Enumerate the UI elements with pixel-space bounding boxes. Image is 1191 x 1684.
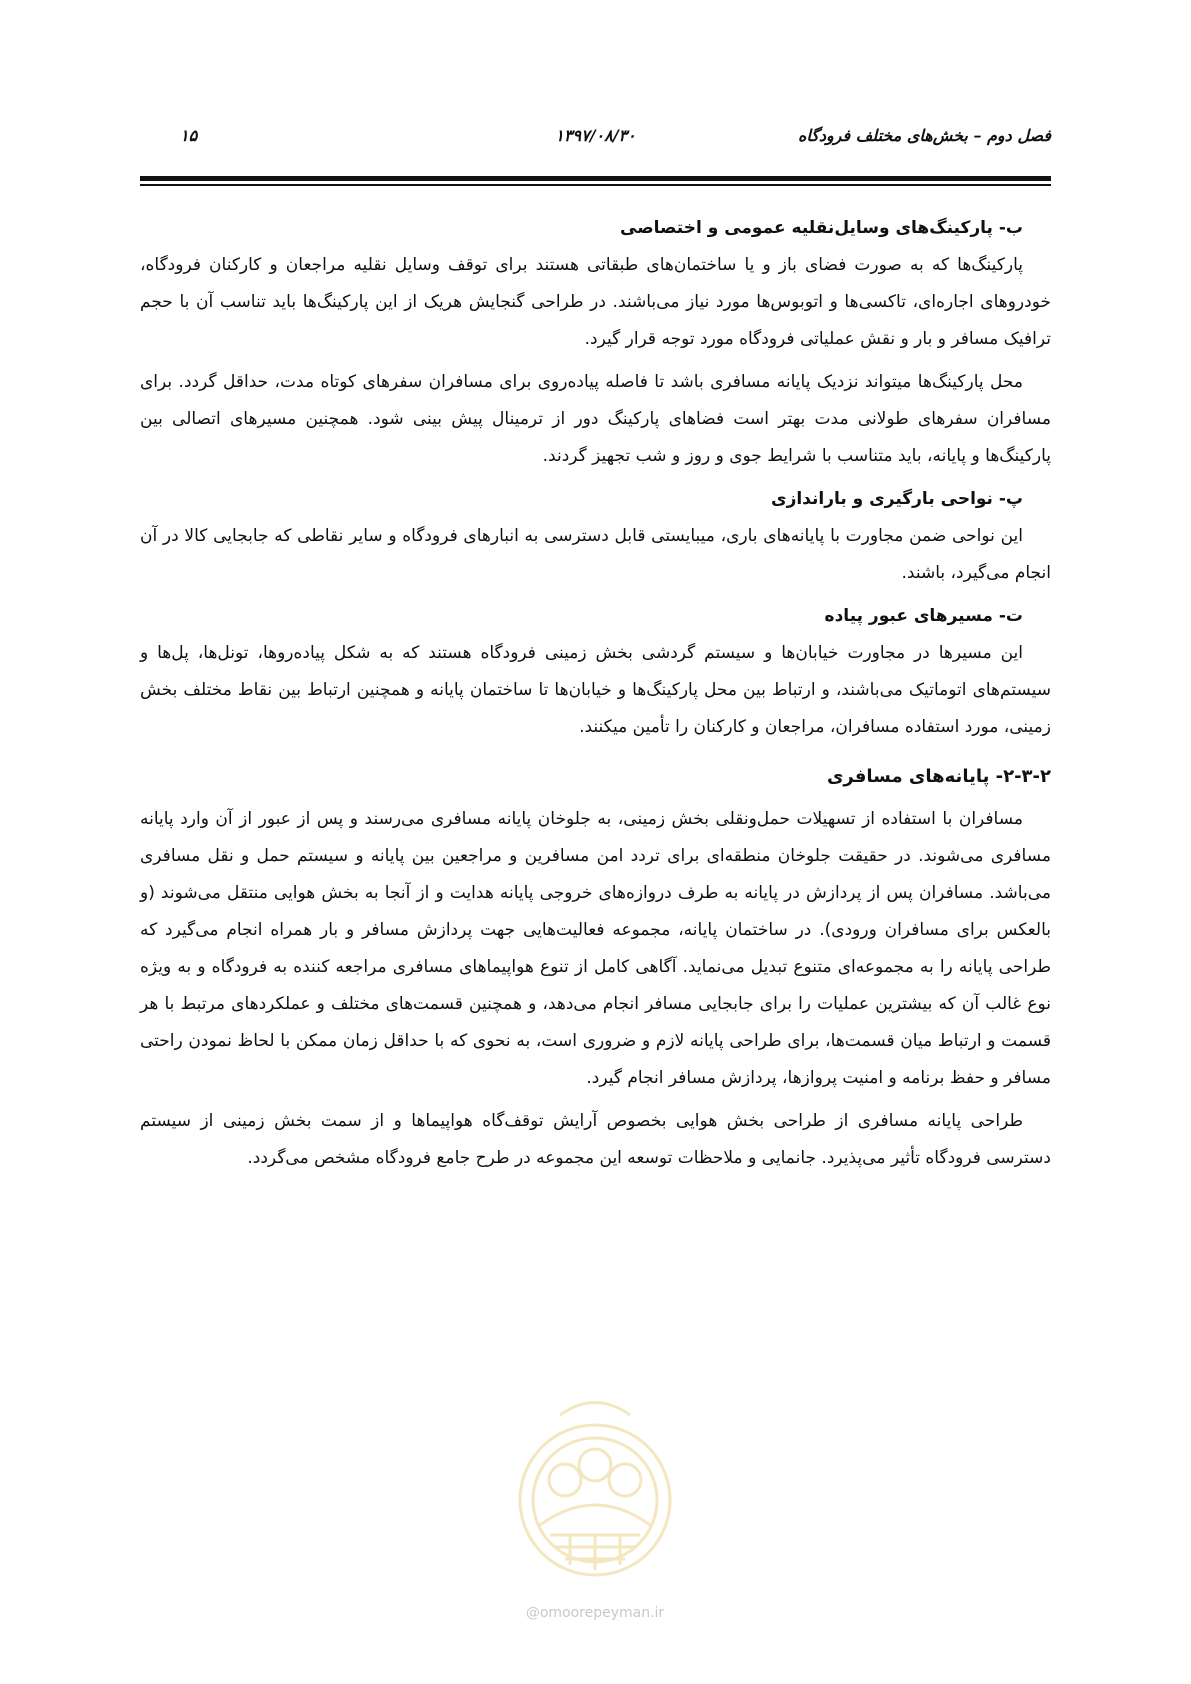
section-heading-pedestrian: ت- مسیرهای عبور پیاده	[824, 606, 1023, 626]
section-heading-parking: ب- پارکینگ‌های وسایل‌نقلیه عمومی و اختصاصی	[620, 218, 1023, 238]
paragraph-terminals-2: طراحی پایانه مسافری از طراحی بخش هوایی بخصوص آرایش توقف‌گاه هواپیماها و از سمت بخش زمینی از سیستم دسترسی فرودگاه تأثیر می‌پذیرد. جانمایی و ملاحظات توسعه این مجموعه در طرح جامع فرودگاه مشخص می‌گردد.	[140, 1111, 1051, 1168]
watermark-logo-icon	[510, 1385, 680, 1595]
header-rule-thin	[140, 184, 1051, 186]
page-body	[140, 210, 1051, 1183]
section-heading-passenger-terminals: ۲-۳-۲- پایانه‌های مسافری	[826, 766, 1051, 787]
paragraph-parking-1: پارکینگ‌ها که به صورت فضای باز و یا ساختمان‌های طبقاتی هستند برای توقف وسایل نقلیه مراجعان و کارکنان فرودگاه، خودروهای اجاره‌ای، تاکسی‌ها و اتوبوس‌ها مورد نیاز می‌باشند. در طراحی گنجایش هریک از این پارکینگ‌ها باید تناسب آن با حجم ترافیک مسافر و بار و نقش عملیاتی فرودگاه مورد توجه قرار گیرد.	[140, 255, 1051, 349]
paragraph-pedestrian: این مسیرها در مجاورت خیابان‌ها و سیستم گردشی بخش زمینی فرودگاه هستند که به شکل پیاده‌روها، تونل‌ها، پل‌ها و سیستم‌های اتوماتیک می‌باشند، و ارتباط بین محل پارکینگ‌ها و خیابان‌ها تا ساختمان پایانه و همچنین ارتباط بین نقاط مختلف بخش زمینی، مورد استفاده مسافران، مراجعان و کارکنان را تأمین میکنند.	[140, 643, 1051, 737]
paragraph-terminals-1: مسافران با استفاده از تسهیلات حمل‌ونقلی بخش زمینی، به جلوخان پایانه مسافری می‌رسند و پس از عبور از آن وارد پایانه مسافری می‌شوند. در حقیقت جلوخان منطقه‌ای برای تردد امن مسافرین و مراجعین بین پایانه و سیستم حمل و نقل مسافری می‌باشد. مسافران پس از پردازش در پایانه به طرف دروازه‌های خروجی پایانه هدایت و از آنجا به بخش هوایی منتقل می‌شوند (و بالعکس برای مسافران ورودی). در ساختمان پایانه، مجموعه فعالیت‌هایی جهت پردازش مسافر و بار همراه انجام می‌گیرد که طراحی پایانه را به مجموعه‌ای متنوع تبدیل می‌نماید. آگاهی کامل از تنوع هواپیماهای مسافری مراجعه کننده به فرودگاه و به ویژه نوع غالب آن که بیشترین عملیات را برای جابجایی مسافر انجام می‌دهد، و همچنین قسمت‌های مختلف و عملکردهای مرتبط با هر قسمت و ارتباط میان قسمت‌ها، برای طراحی پایانه لازم و ضروری است، به نحوی که با حداقل زمان ممکن با لحاظ نمودن راحتی مسافر و حفظ برنامه و امنیت پروازها، پردازش مسافر انجام گیرد.	[140, 809, 1051, 1088]
header-rule-thick	[140, 176, 1051, 181]
page-number: ۱۵	[180, 126, 198, 145]
header-date: ۱۳۹۷/۰۸/۳۰	[555, 126, 636, 145]
page-header	[140, 126, 1051, 156]
watermark-url: @omoorepeyman.ir	[525, 1605, 665, 1621]
chapter-title: فصل دوم – بخش‌های مختلف فرودگاه	[797, 126, 1051, 145]
paragraph-loading: این نواحی ضمن مجاورت با پایانه‌های باری، میبایستی قابل دسترسی به انبارهای فرودگاه و سایر نقاطی که جابجایی کالا در آن انجام می‌گیرد، باشند.	[140, 526, 1051, 583]
section-heading-loading: پ- نواحی بارگیری و باراندازی	[770, 489, 1023, 509]
paragraph-parking-2: محل پارکینگ‌ها میتواند نزدیک پایانه مسافری باشد تا فاصله پیاده‌روی برای مسافران سفرهای کوتاه مدت، حداقل گردد. برای مسافران سفرهای طولانی مدت بهتر است فضاهای پارکینگ دور از ترمینال پیش بینی شود. همچنین مسیرهای اتصالی بین پارکینگ‌ها و پایانه، باید متناسب با شرایط جوی و روز و شب تجهیز گردند.	[140, 372, 1051, 466]
